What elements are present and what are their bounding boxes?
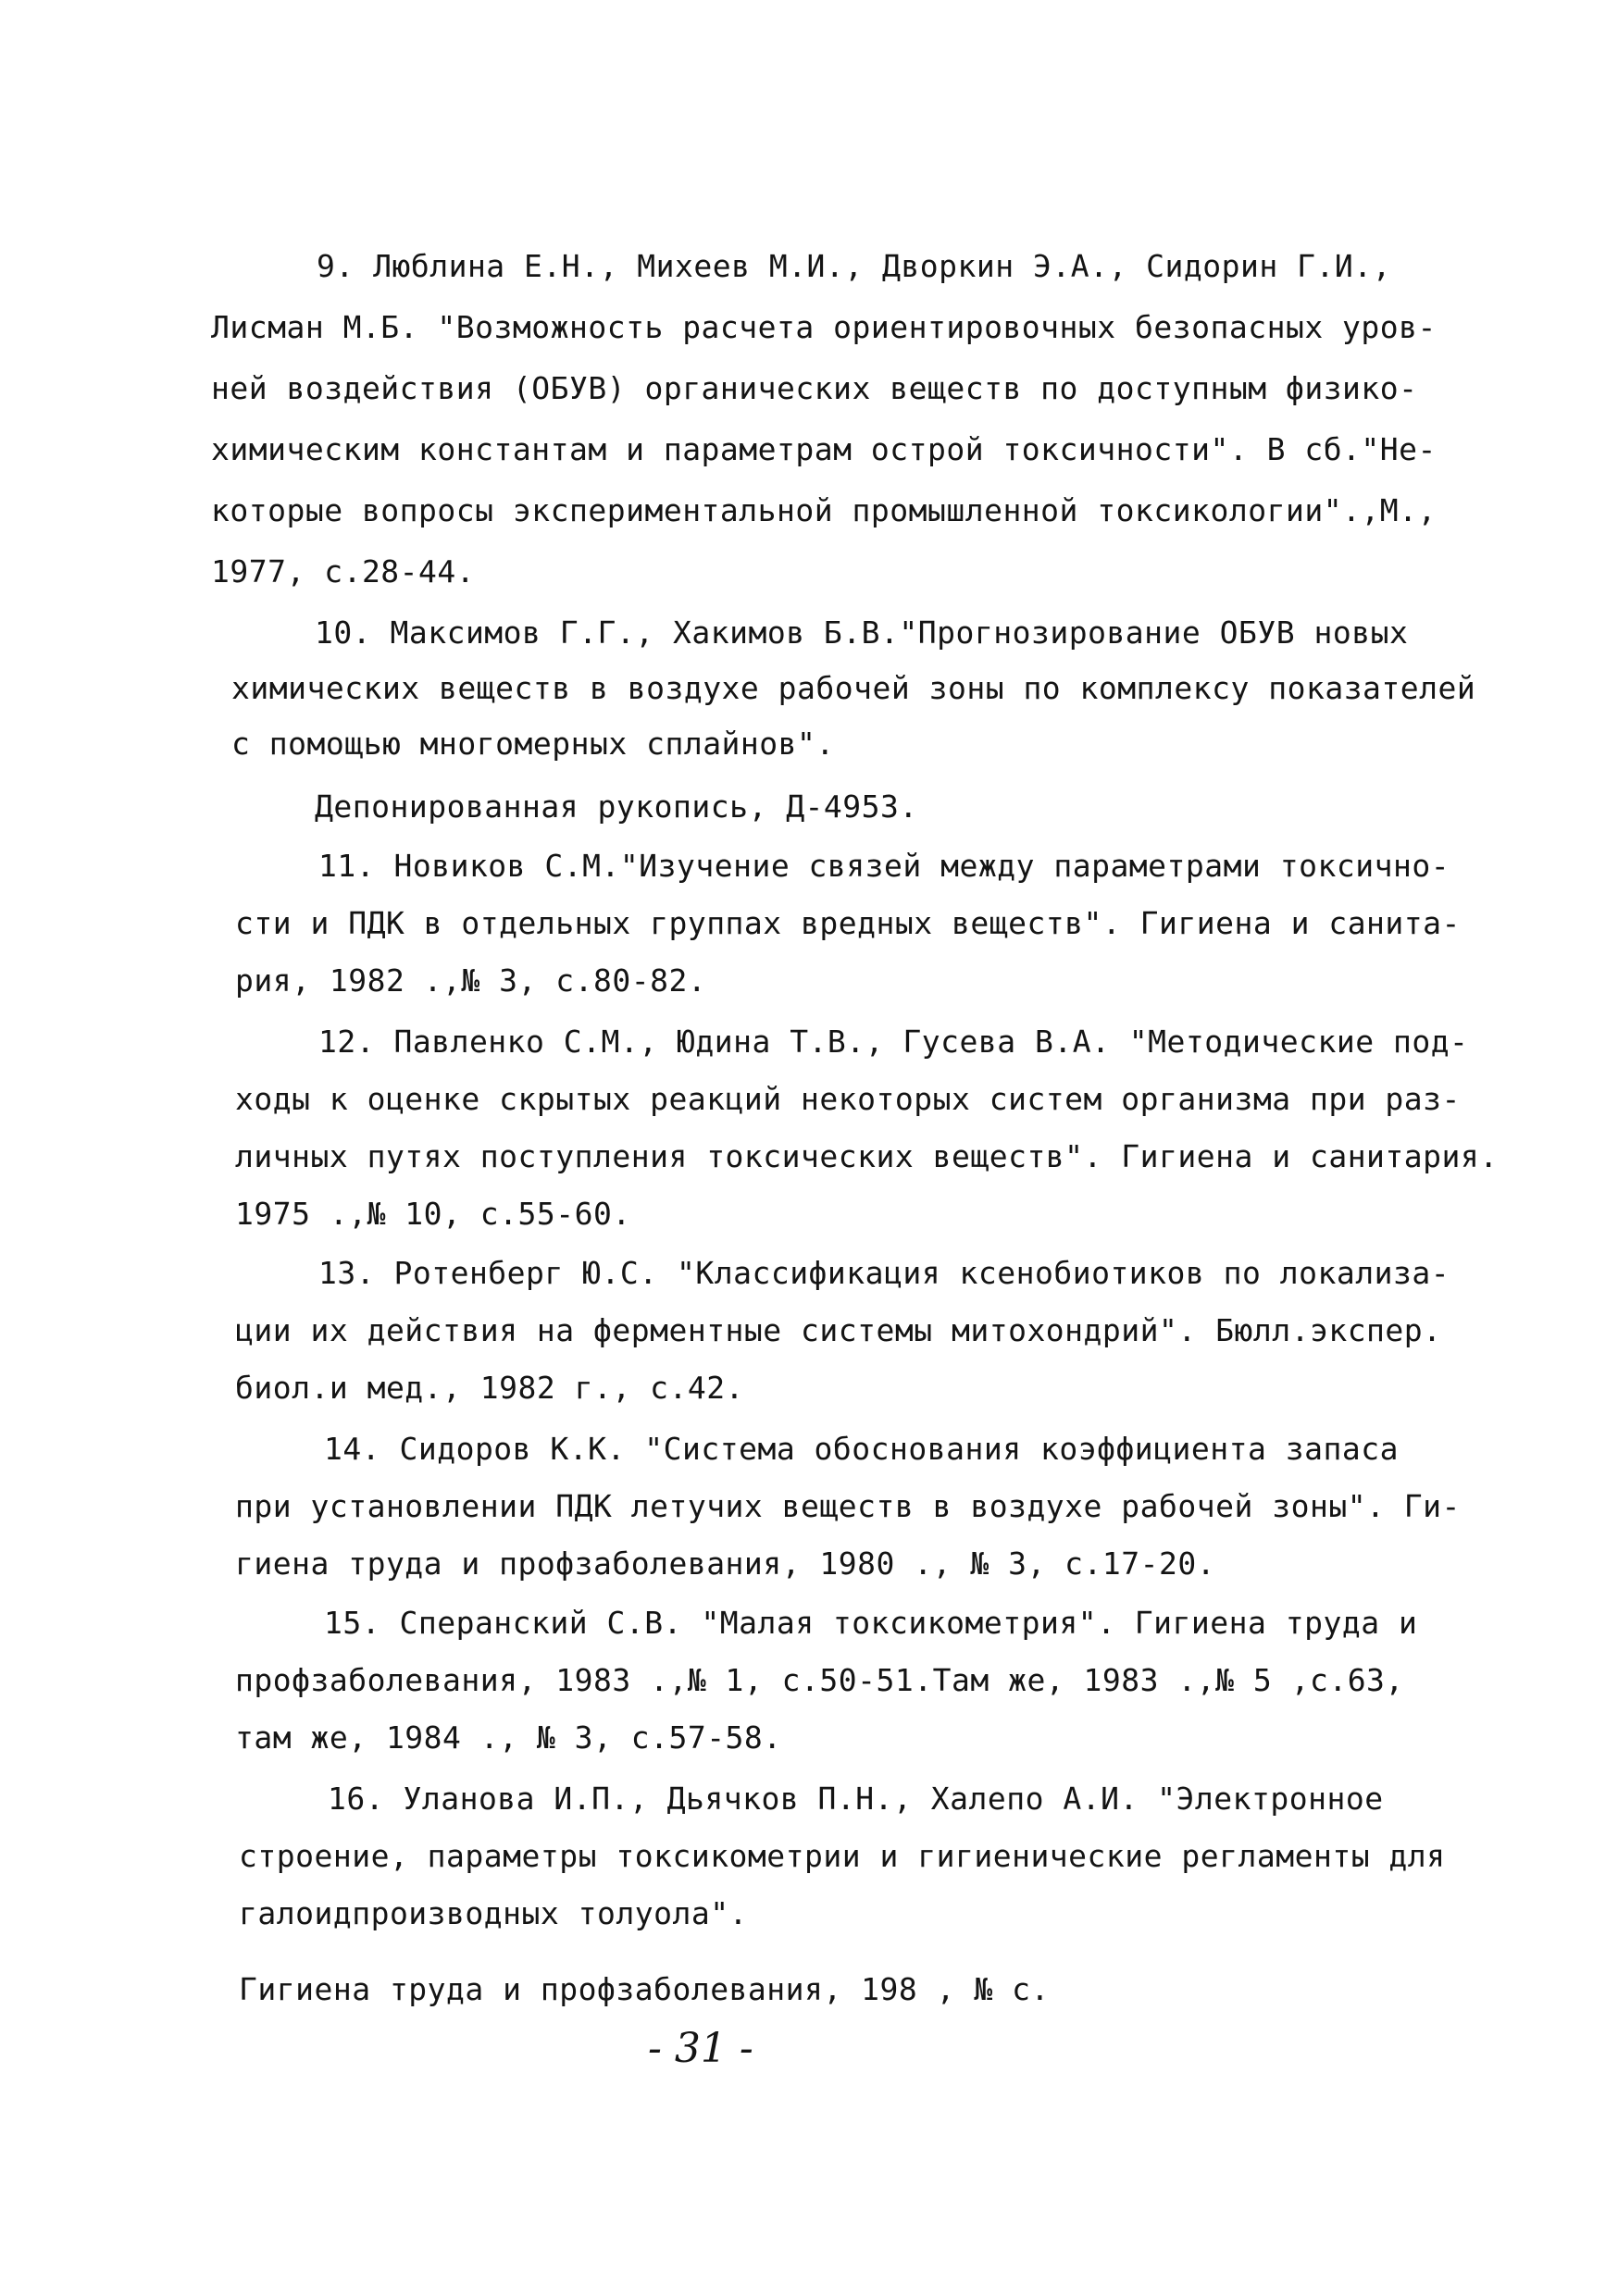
- reference-line: Лисман М.Б. "Возможность расчета ориентировочных безопасных уров-: [211, 309, 1437, 345]
- reference-line: 1975 .,№ 10, с.55-60.: [235, 1196, 631, 1232]
- reference-line: 1977, с.28-44.: [211, 553, 476, 590]
- reference-line: 15. Сперанский С.В. "Малая токсикометрия". Гигиена труда и: [324, 1605, 1418, 1641]
- reference-line: Гигиена труда и профзаболевания, 198 , № с.: [239, 1971, 1050, 2007]
- reference-line: биол.и мед., 1982 г., с.42.: [235, 1370, 744, 1406]
- reference-line: личных путях поступления токсических веществ". Гигиена и санитария.: [235, 1138, 1499, 1174]
- reference-line: 14. Сидоров К.К. "Система обоснования коэффициента запаса: [324, 1431, 1399, 1467]
- reference-line: ции их действия на ферментные системы митохондрий". Бюлл.экспер.: [235, 1312, 1442, 1348]
- reference-line: сти и ПДК в отдельных группах вредных веществ". Гигиена и санита-: [235, 905, 1461, 941]
- reference-line: при установлении ПДК летучих веществ в воздухе рабочей зоны". Ги-: [235, 1488, 1461, 1524]
- reference-line: 13. Ротенберг Ю.С. "Классификация ксенобиотиков по локализа-: [318, 1255, 1450, 1291]
- reference-line: Депонированная рукопись, Д-4953.: [315, 788, 918, 825]
- reference-line: гиена труда и профзаболевания, 1980 ., № 3, с.17-20.: [235, 1545, 1216, 1582]
- reference-line: 12. Павленко С.М., Юдина Т.В., Гусева В.А. "Методические под-: [318, 1024, 1469, 1060]
- reference-line: химических веществ в воздухе рабочей зоны по комплексу показателей: [231, 670, 1476, 706]
- reference-line: галоидпроизводных толуола".: [239, 1895, 748, 1931]
- reference-line: ходы к оценке скрытых реакций некоторых систем организма при раз-: [235, 1081, 1461, 1117]
- reference-line: рия, 1982 .,№ 3, с.80-82.: [235, 962, 707, 999]
- reference-line: 16. Уланова И.П., Дьячков П.Н., Халепо А.И. "Электронное: [328, 1781, 1384, 1817]
- reference-line: профзаболевания, 1983 .,№ 1, с.50-51.Там же, 1983 .,№ 5 ,с.63,: [235, 1662, 1404, 1698]
- reference-line: 11. Новиков С.М."Изучение связей между параметрами токсично-: [318, 848, 1450, 884]
- reference-line: строение, параметры токсикометрии и гигиенические регламенты для: [239, 1838, 1446, 1874]
- reference-line: 10. Максимов Г.Г., Хакимов Б.В."Прогнозирование ОБУВ новых: [315, 614, 1409, 651]
- reference-line: 9. Люблина Е.Н., Михеев М.И., Дворкин Э.А., Сидорин Г.И.,: [317, 248, 1391, 284]
- reference-line: ней воздействия (ОБУВ) органических веществ по доступным физико-: [211, 370, 1418, 406]
- page-number: - 31 -: [648, 2025, 753, 2072]
- reference-line: там же, 1984 ., № 3, с.57-58.: [235, 1719, 782, 1756]
- reference-line: с помощью многомерных сплайнов".: [231, 726, 835, 762]
- reference-line: которые вопросы экспериментальной промышленной токсикологии".,М.,: [211, 492, 1437, 528]
- reference-line: химическим константам и параметрам острой токсичности". В сб."Не-: [211, 431, 1437, 467]
